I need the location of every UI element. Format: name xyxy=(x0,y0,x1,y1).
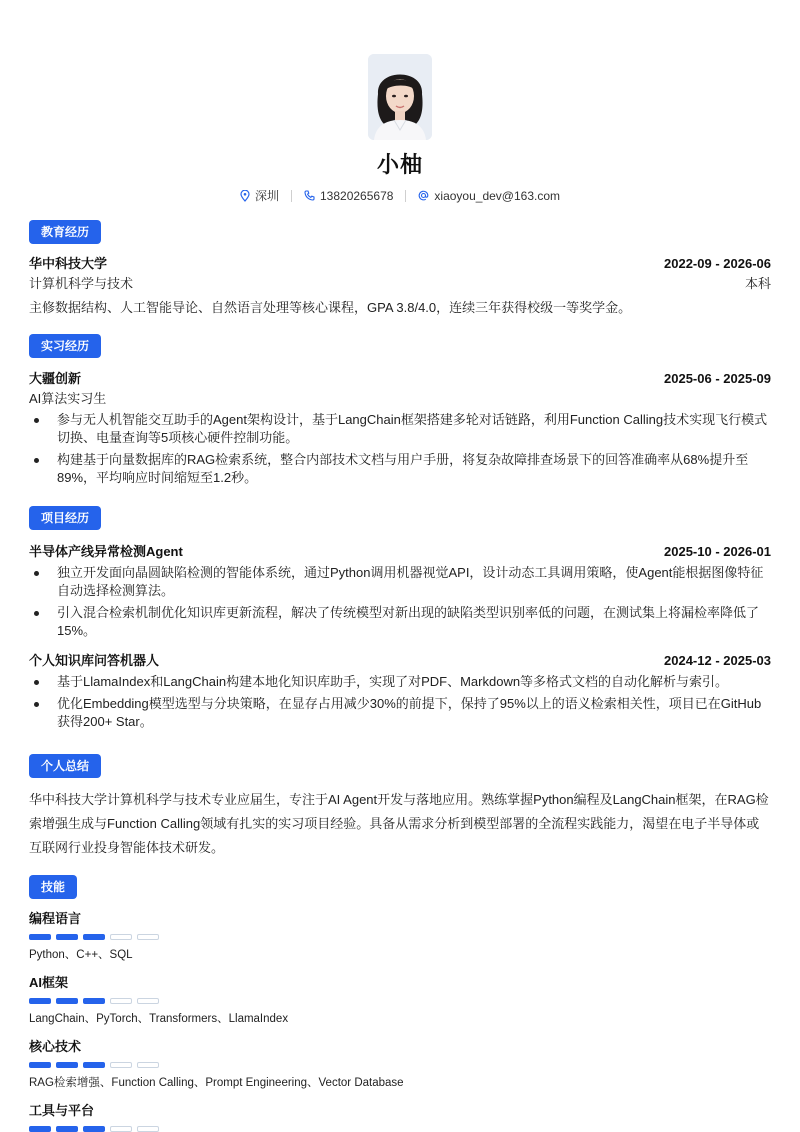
skill-level-segment-filled xyxy=(29,934,51,940)
degree: 本科 xyxy=(744,276,771,291)
skill-level-segment-empty xyxy=(110,1126,132,1132)
list-item: 参与无人机智能交互助手的Agent架构设计，基于LangChain框架搭建多轮对话链路，利用Function Calling技术实现飞行模式切换、电量查询等5项核心硬件控制功能。 xyxy=(29,411,771,447)
skill-level-segment-empty xyxy=(137,1126,159,1132)
list-item: 引入混合检索机制优化知识库更新流程，解决了传统模型对新出现的缺陷类型识别率低的问题，在测试集上将漏检率降低了15%。 xyxy=(29,604,771,640)
contact-location xyxy=(228,187,291,204)
internship-section xyxy=(29,334,771,491)
skill-group xyxy=(29,972,771,1026)
avatar-portrait-icon xyxy=(368,54,432,140)
list-item: 优化Embedding模型选型与分块策略，在显存占用减少30%的前提下，保持了95%以上的语义检索相关性，项目已在GitHub获得200+ Star。 xyxy=(29,695,771,731)
phone-icon xyxy=(304,190,315,201)
summary-text: 华中科技大学计算机科学与技术专业应届生，专注于AI Agent开发与落地应用。熟练掌握Python编程及LangChain框架，在RAG检索增强生成与Function Calling领域有扎实的实习项目经验。具备从需求分析到模型部署的全流程实践能力，渴望在电子半导体或互联网行业投身智能体技术研发。 xyxy=(29,792,769,855)
project-bullets xyxy=(29,673,771,731)
skill-level-segment-filled xyxy=(83,1126,105,1132)
projects-section xyxy=(29,506,771,735)
skill-level-segment-empty xyxy=(110,1062,132,1068)
skill-group xyxy=(29,908,771,962)
contact-email[interactable] xyxy=(406,189,572,203)
skill-level-segment-filled xyxy=(29,998,51,1004)
candidate-name: 小柚 xyxy=(376,152,423,177)
list-item: 构建基于向量数据库的RAG检索系统，整合内部技术文档与用户手册，将复杂故障排查场景下的回答准确率从68%提升至89%，平均响应时间缩短至1.2秒。 xyxy=(29,451,771,487)
skills-list xyxy=(29,908,771,1132)
skill-level-bar xyxy=(29,1126,771,1132)
list-item: 独立开发面向晶圆缺陷检测的智能体系统，通过Python调用机器视觉API，设计动态工具调用策略，使Agent能根据图像特征自动选择检测算法。 xyxy=(29,564,771,600)
skill-level-bar xyxy=(29,1062,771,1068)
school-name: 华中科技大学 xyxy=(29,256,108,271)
skill-group xyxy=(29,1100,771,1132)
skill-level-segment-empty xyxy=(137,998,159,1004)
education-heading: 教育经历 xyxy=(29,220,101,244)
skill-items: Python、C++、SQL xyxy=(29,949,133,961)
internship-header-row xyxy=(29,368,771,387)
skill-group-title: AI框架 xyxy=(29,975,69,990)
education-section xyxy=(29,220,771,318)
projects-heading: 项目经历 xyxy=(29,506,101,530)
skill-level-segment-filled xyxy=(56,1126,78,1132)
skill-level-segment-filled xyxy=(29,1126,51,1132)
company-name: 大疆创新 xyxy=(29,371,82,386)
education-dates: 2022-09 - 2026-06 xyxy=(664,256,771,271)
skill-level-bar xyxy=(29,998,771,1004)
internship-heading: 实习经历 xyxy=(29,334,101,358)
skill-items: LangChain、PyTorch、Transformers、LlamaIndex xyxy=(29,1013,289,1025)
summary-section xyxy=(29,754,771,860)
skill-level-bar xyxy=(29,934,771,940)
location-text: 深圳 xyxy=(254,189,279,203)
location-pin-icon xyxy=(240,190,250,202)
skill-items: RAG检索增强、Function Calling、Prompt Engineering、Vector Database xyxy=(29,1077,404,1089)
summary-heading: 个人总结 xyxy=(29,754,101,778)
education-header-row xyxy=(29,253,771,272)
skill-group xyxy=(29,1036,771,1090)
internship-bullets xyxy=(29,411,771,487)
project-bullets xyxy=(29,564,771,640)
list-item: 基于LlamaIndex和LangChain构建本地化知识库助手，实现了对PDF、Markdown等多格式文档的自动化解析与索引。 xyxy=(29,673,771,691)
skills-heading: 技能 xyxy=(29,875,77,899)
education-description: 主修数据结构、人工智能导论、自然语言处理等核心课程，GPA 3.8/4.0，连续三年获得校级一等奖学金。 xyxy=(29,300,632,315)
project-dates: 2025-10 - 2026-01 xyxy=(664,544,771,559)
skill-level-segment-filled xyxy=(83,934,105,940)
skill-group-title: 编程语言 xyxy=(29,911,82,926)
skill-level-segment-filled xyxy=(29,1062,51,1068)
skill-level-segment-filled xyxy=(56,934,78,940)
skill-group-title: 核心技术 xyxy=(29,1039,82,1054)
skill-level-segment-empty xyxy=(110,934,132,940)
internship-role: AI算法实习生 xyxy=(29,391,107,406)
phone-text: 13820265678 xyxy=(320,188,394,203)
skill-level-segment-empty xyxy=(110,998,132,1004)
skills-section xyxy=(29,875,771,1132)
contact-phone xyxy=(292,189,405,203)
project-title: 个人知识库问答机器人 xyxy=(29,653,160,668)
resume-header xyxy=(29,54,771,204)
skill-level-segment-filled xyxy=(83,998,105,1004)
email-text[interactable]: xiaoyou_dev@163.com xyxy=(434,188,561,203)
avatar xyxy=(368,54,432,140)
skill-level-segment-empty xyxy=(137,1062,159,1068)
project-header-row xyxy=(29,541,771,560)
skill-level-segment-filled xyxy=(56,1062,78,1068)
contact-info xyxy=(29,187,771,204)
skill-level-segment-filled xyxy=(56,998,78,1004)
major: 计算机科学与技术 xyxy=(29,276,134,291)
skill-group-title: 工具与平台 xyxy=(29,1103,95,1118)
skill-level-segment-filled xyxy=(83,1062,105,1068)
education-sub-row xyxy=(29,273,771,292)
project-header-row xyxy=(29,650,771,669)
internship-dates: 2025-06 - 2025-09 xyxy=(664,371,771,386)
project-title: 半导体产线异常检测Agent xyxy=(29,544,183,559)
project-dates: 2024-12 - 2025-03 xyxy=(664,653,771,668)
at-sign-icon xyxy=(418,190,429,201)
skill-level-segment-empty xyxy=(137,934,159,940)
